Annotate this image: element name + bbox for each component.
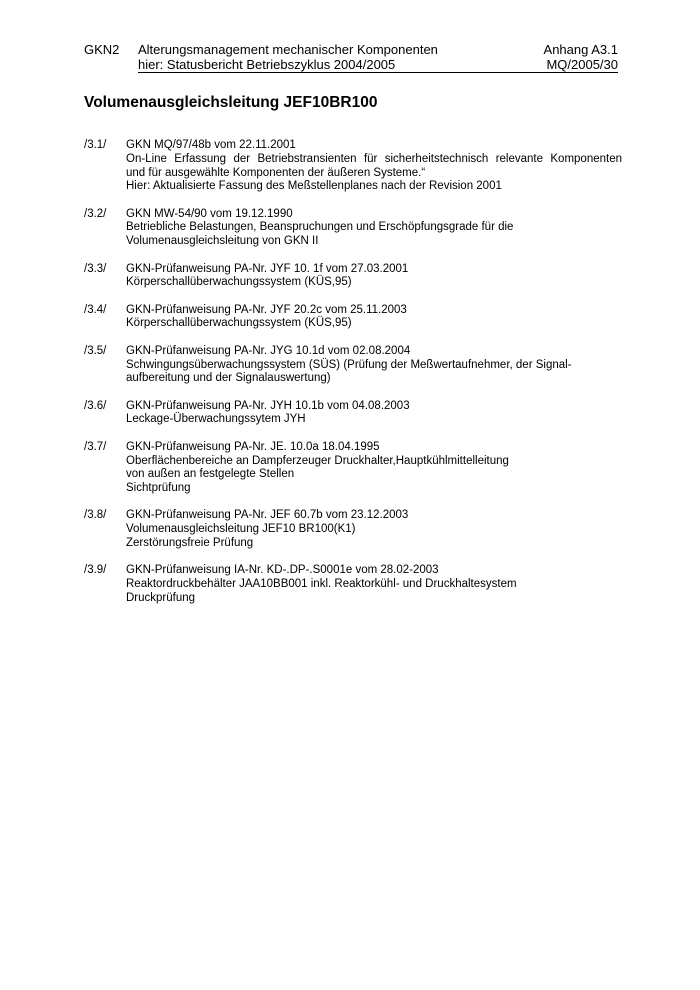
reference-line: On-Line Erfassung der Betriebstransienten für sicherheitstechnisch relevante Komponenten bbox=[126, 152, 622, 165]
reference-body bbox=[126, 564, 622, 605]
reference-line: Körperschallüberwachungssystem (KÜS,95) bbox=[126, 276, 352, 289]
reference-item bbox=[84, 441, 622, 496]
reference-body bbox=[126, 400, 622, 428]
reference-body bbox=[126, 509, 622, 550]
reference-line: GKN-Prüfanweisung PA-Nr. JYF 20.2c vom 25.11.2003 bbox=[126, 303, 407, 316]
reference-line: Körperschallüberwachungssystem (KÜS,95) bbox=[126, 317, 352, 330]
reference-body bbox=[126, 345, 622, 386]
reference-item bbox=[84, 564, 622, 605]
reference-number: /3.2/ bbox=[84, 207, 107, 220]
reference-item bbox=[84, 400, 622, 428]
reference-line: Druckprüfung bbox=[126, 591, 196, 604]
reference-line: Leckage-Überwachungssytem JYH bbox=[126, 413, 306, 426]
reference-item bbox=[84, 345, 622, 386]
reference-number: /3.8/ bbox=[84, 509, 107, 522]
reference-line: Volumenausgleichsleitung von GKN II bbox=[126, 235, 319, 248]
reference-item bbox=[84, 509, 622, 550]
reference-line: Hier: Aktualisierte Fassung des Meßstellenplanes nach der Revision 2001 bbox=[126, 180, 502, 193]
reference-line: von außen an festgelegte Stellen bbox=[126, 468, 295, 481]
reference-line: GKN-Prüfanweisung PA-Nr. JYF 10. 1f vom 27.03.2001 bbox=[126, 262, 409, 275]
header-subtitle: hier: Statusbericht Betriebszyklus 2004/2005 bbox=[138, 57, 546, 73]
reference-body bbox=[126, 441, 622, 496]
reference-item bbox=[84, 263, 622, 291]
reference-line: Zerstörungsfreie Prüfung bbox=[126, 537, 254, 550]
reference-line: Volumenausgleichsleitung JEF10 BR100(K1) bbox=[126, 523, 356, 536]
reference-line: GKN-Prüfanweisung PA-Nr. JYH 10.1b vom 04.08.2003 bbox=[126, 399, 410, 412]
reference-line: aufbereitung und der Signalauswertung) bbox=[126, 372, 331, 385]
page-header bbox=[84, 42, 618, 73]
reference-line: GKN MW-54/90 vom 19.12.1990 bbox=[126, 207, 293, 220]
reference-line: Oberflächenbereiche an Dampferzeuger Druckhalter,Hauptkühlmittelleitung bbox=[126, 454, 509, 467]
reference-number: /3.7/ bbox=[84, 440, 107, 453]
reference-number: /3.3/ bbox=[84, 262, 107, 275]
reference-line: und für ausgewählte Komponenten der äußeren Systeme.“ bbox=[126, 166, 426, 179]
reference-line: GKN MQ/97/48b vom 22.11.2001 bbox=[126, 139, 296, 151]
reference-line: Reaktordruckbehälter JAA10BB001 inkl. Reaktorkühl- und Druckhaltesystem bbox=[126, 578, 517, 591]
reference-item bbox=[84, 304, 622, 332]
reference-number: /3.1/ bbox=[84, 139, 107, 151]
reference-body bbox=[126, 263, 622, 291]
reference-line: GKN-Prüfanweisung PA-Nr. JEF 60.7b vom 23.12.2003 bbox=[126, 509, 409, 522]
reference-body bbox=[126, 304, 622, 332]
reference-line: GKN-Prüfanweisung PA-Nr. JE. 10.0a 18.04.1995 bbox=[126, 440, 380, 453]
reference-line: Schwingungsüberwachungssystem (SÜS) (Prüfung der Meßwertaufnehmer, der Signal- bbox=[126, 358, 572, 371]
reference-number: /3.6/ bbox=[84, 399, 107, 412]
reference-item bbox=[84, 208, 622, 249]
header-plant: GKN2 bbox=[84, 42, 120, 57]
reference-body bbox=[126, 139, 622, 194]
reference-line: GKN-Prüfanweisung IA-Nr. KD-.DP-.S0001e vom 28.02-2003 bbox=[126, 564, 439, 577]
header-doc-number: MQ/2005/30 bbox=[546, 57, 618, 72]
reference-body bbox=[126, 208, 622, 249]
reference-item bbox=[84, 139, 622, 194]
reference-number: /3.9/ bbox=[84, 564, 107, 577]
reference-line: Sichtprüfung bbox=[126, 482, 191, 495]
reference-line: GKN-Prüfanweisung PA-Nr. JYG 10.1d vom 02.08.2004 bbox=[126, 344, 411, 357]
header-row-2 bbox=[84, 57, 618, 73]
page-title: Volumenausgleichsleitung JEF10BR100 bbox=[84, 94, 378, 111]
reference-list bbox=[84, 139, 622, 619]
reference-number: /3.5/ bbox=[84, 344, 107, 357]
reference-line: Betriebliche Belastungen, Beanspruchungen und Erschöpfungsgrade für die bbox=[126, 221, 514, 234]
header-row-1 bbox=[84, 42, 618, 57]
header-title: Alterungsmanagement mechanischer Komponenten bbox=[138, 42, 438, 57]
header-appendix: Anhang A3.1 bbox=[543, 42, 618, 57]
reference-number: /3.4/ bbox=[84, 303, 107, 316]
